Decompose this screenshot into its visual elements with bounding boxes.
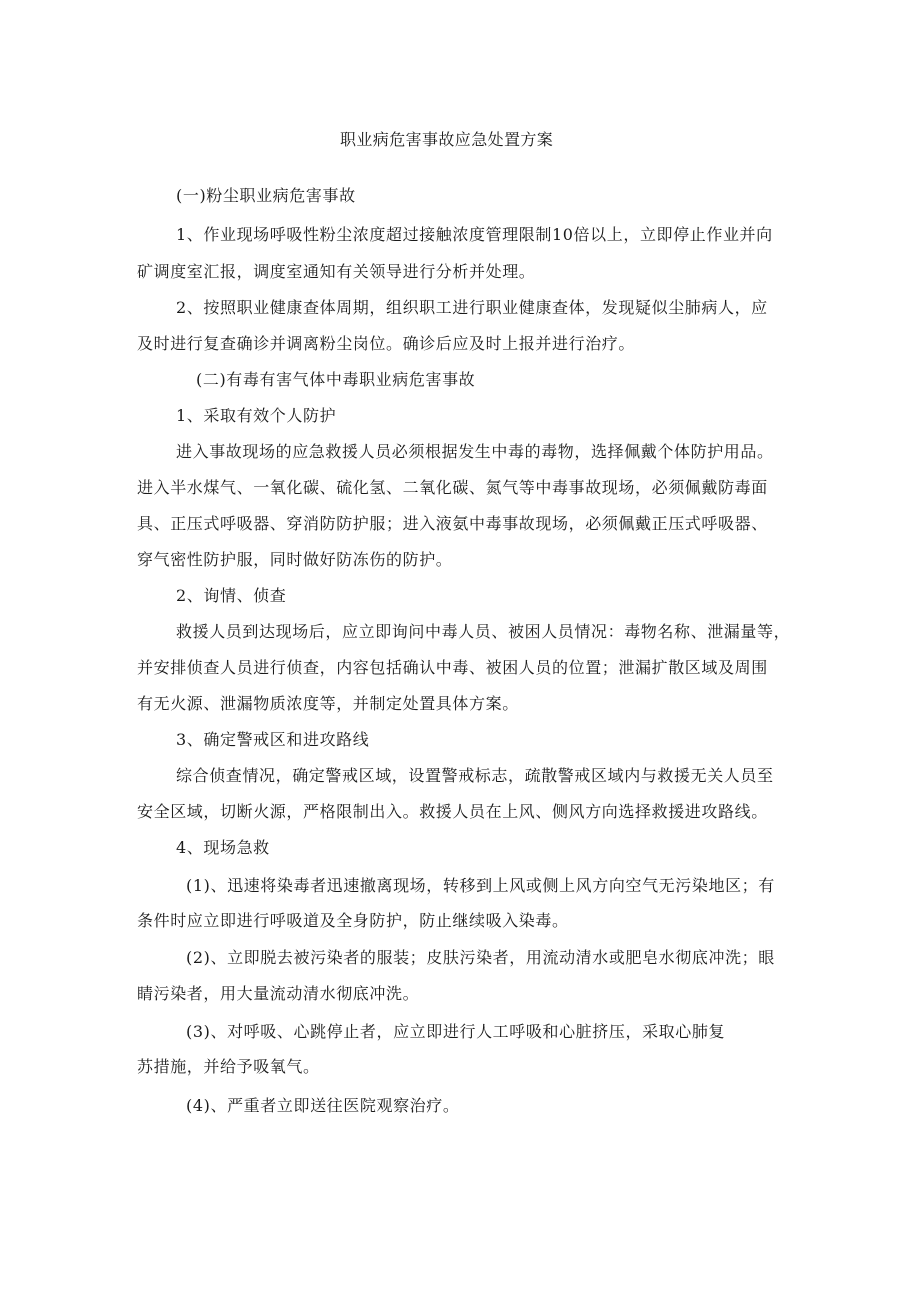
paragraph-line: 综合侦查情况，确定警戒区域，设置警戒标志，疏散警戒区域内与救援无关人员至 <box>176 766 774 785</box>
subheading-first-aid: 4、现场急救 <box>176 838 270 857</box>
paragraph-line: 苏措施，并给予吸氧气。 <box>137 1057 320 1076</box>
paragraph-line: 穿气密性防护服，同时做好防冻伤的防护。 <box>137 550 453 569</box>
paragraph-line: (1)、迅速将染毒者迅速撤离现场，转移到上风或侧上风方向空气无污染地区；有 <box>186 876 775 895</box>
paragraph-line: (2)、立即脱去被污染者的服装；皮肤污染者，用流动清水或肥皂水彻底冲洗；眼 <box>186 948 775 967</box>
subheading-cordon: 3、确定警戒区和进攻路线 <box>176 730 370 749</box>
section-heading-dust: (一)粉尘职业病危害事故 <box>176 186 356 205</box>
paragraph-line: 救援人员到达现场后，应立即询问中毒人员、被困人员情况：毒物名称、泄漏量等， <box>176 622 791 641</box>
paragraph-line: 安全区域，切断火源，严格限制出入。救援人员在上风、侧风方向选择救援进攻路线。 <box>137 802 768 821</box>
paragraph-line: 有无火源、泄漏物质浓度等，并制定处置具体方案。 <box>137 694 519 713</box>
paragraph-line: 并安排侦查人员进行侦查，内容包括确认中毒、被困人员的位置；泄漏扩散区域及周围 <box>137 658 768 677</box>
section-heading-toxic-gas: (二)有毒有害气体中毒职业病危害事故 <box>196 370 476 389</box>
paragraph-line: 1、作业现场呼吸性粉尘浓度超过接触浓度管理限制10倍以上，立即停止作业并向 <box>176 225 773 244</box>
document-title: 职业病危害事故应急处置方案 <box>340 130 554 149</box>
paragraph-line: 及时进行复查确诊并调离粉尘岗位。确诊后应及时上报并进行治疗。 <box>137 334 636 353</box>
paragraph-line: 矿调度室汇报，调度室通知有关领导进行分析并处理。 <box>137 262 536 281</box>
paragraph-line: 2、按照职业健康查体周期，组织职工进行职业健康查体，发现疑似尘肺病人，应 <box>176 298 768 317</box>
paragraph-line: (4)、严重者立即送往医院观察治疗。 <box>186 1096 460 1115</box>
paragraph-line: 条件时应立即进行呼吸道及全身防护，防止继续吸入染毒。 <box>137 911 569 930</box>
subheading-inquiry: 2、询情、侦查 <box>176 586 287 605</box>
paragraph-line: 进入事故现场的应急救援人员必须根据发生中毒的毒物，选择佩戴个体防护用品。 <box>176 442 774 461</box>
paragraph-line: 具、正压式呼吸器、穿消防防护服；进入液氨中毒事故现场，必须佩戴正压式呼吸器、 <box>137 514 768 533</box>
paragraph-line: 进入半水煤气、一氧化碳、硫化氢、二氧化碳、氮气等中毒事故现场，必须佩戴防毒面 <box>137 478 768 497</box>
subheading-protection: 1、采取有效个人防护 <box>176 406 337 425</box>
paragraph-line: (3)、对呼吸、心跳停止者，应立即进行人工呼吸和心脏挤压，采取心肺复 <box>186 1022 726 1041</box>
paragraph-line: 睛污染者，用大量流动清水彻底冲洗。 <box>137 984 420 1003</box>
